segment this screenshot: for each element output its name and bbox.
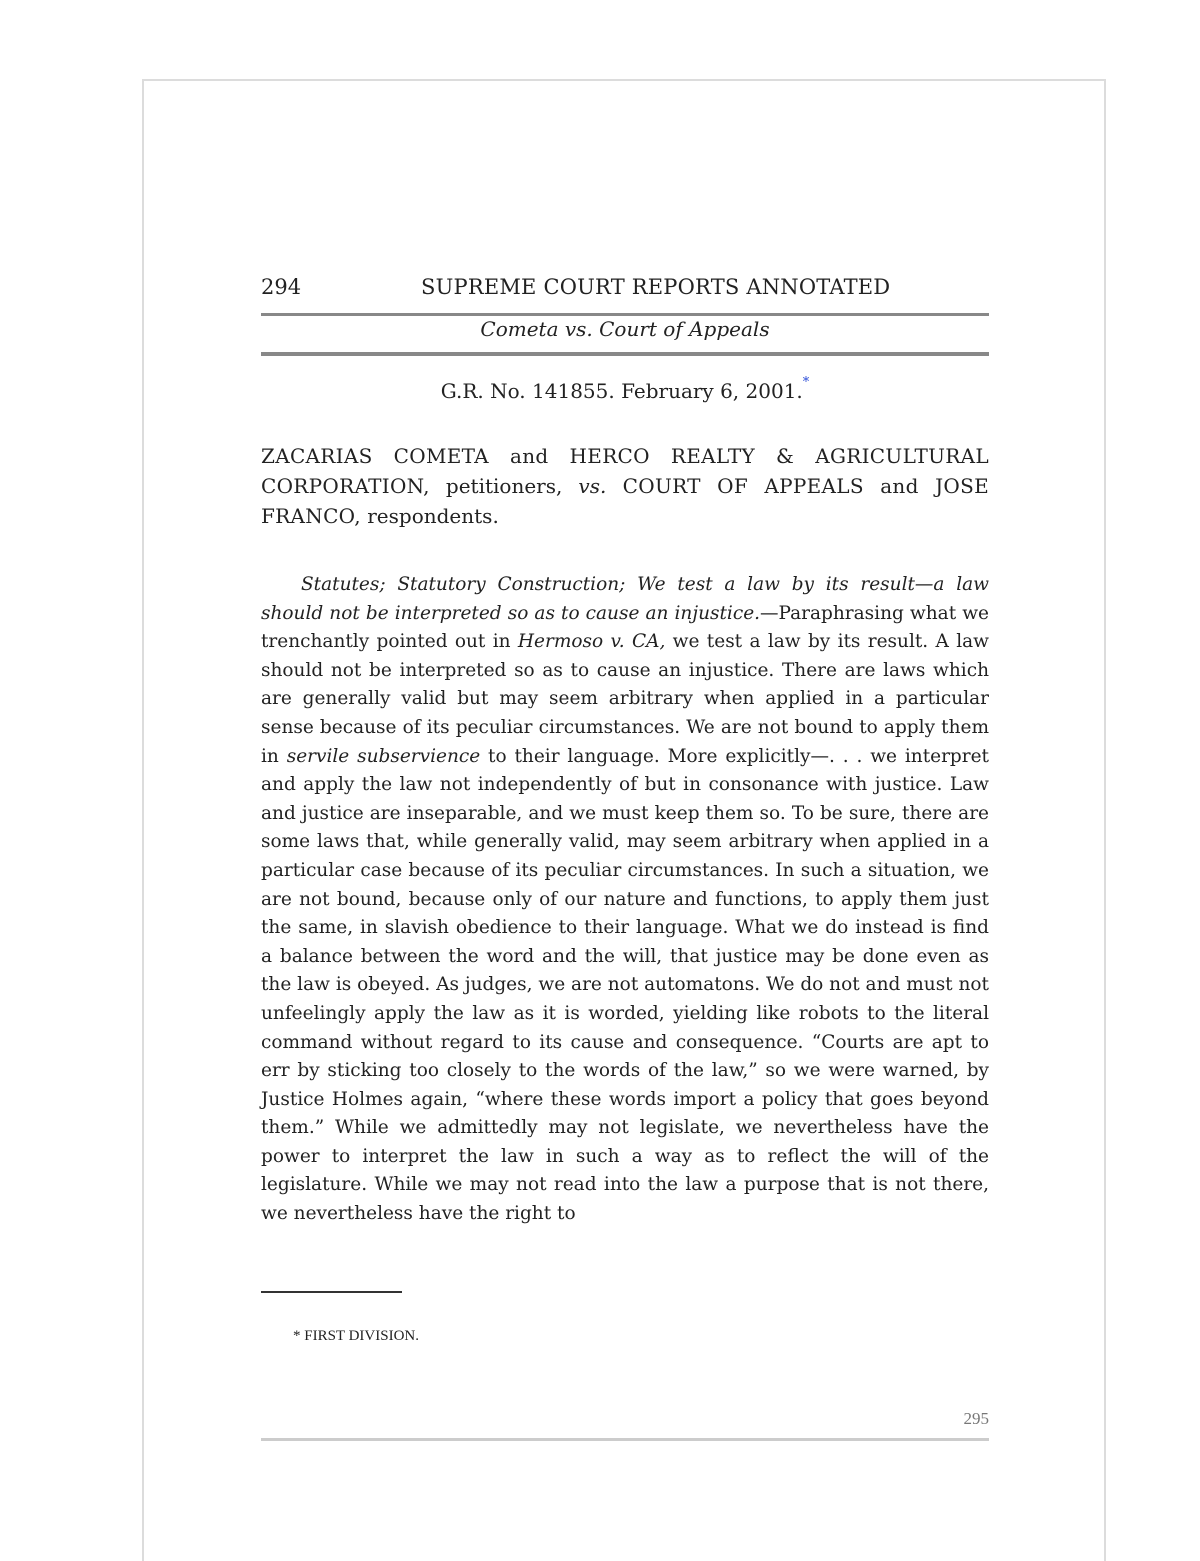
- footnote: * FIRST DIVISION.: [293, 1328, 419, 1344]
- header-rule-bottom: [261, 352, 989, 356]
- petitioners-label: petitioners,: [429, 474, 579, 498]
- versus-label: vs.: [578, 474, 607, 498]
- respondents-names: COURT OF APPEALS and JOSE FRANCO,: [261, 474, 989, 528]
- document-page: [142, 79, 1106, 1561]
- footnote-separator: [261, 1291, 402, 1293]
- syllabus-text-3: to their language. More explicitly—. . . we interpret and apply the law not independently of but in consonance with justice. Law and justice are inseparable, and we must keep them so. To be sure, there are some laws that, while generally valid, may seem arbitrary when applied in a particular case because of its peculiar circumstances. In such a situation, we are not bound, because only of our nature and functions, to apply them just the same, in slavish obedience to their language. What we do instead is find a balance between the word and the will, that justice may be done even as the law is obeyed. As judges, we are not automatons. We do not and must not unfeelingly apply the law as it is worded, yielding like robots to the literal command without regard to its cause and consequence. “Courts are apt to err by sticking too closely to the words of the law,” so we were warned, by Justice Holmes again, “where these words import a policy that goes beyond them.” While we admittedly may not legislate, we nevertheless have the power to interpret the law in such a way as to reflect the will of the legislature. While we may not read into the law a purpose that is not there, we nevertheless have the right to: [261, 745, 989, 1225]
- syllabus-text-1: —Paraphrasing what we trenchantly pointed out in: [261, 602, 989, 653]
- respondents-label: respondents.: [360, 504, 499, 528]
- syllabus-paragraph: [261, 571, 989, 1229]
- next-page-number: 295: [963, 1409, 989, 1428]
- page-number: 294: [261, 275, 302, 299]
- case-short-title: Cometa vs. Court of Appeals: [480, 317, 770, 341]
- header-rule-top: [261, 313, 989, 316]
- italic-phrase: servile subservience: [286, 745, 481, 767]
- syllabus-headnote: Statutes; Statutory Construction; We test a law by its result—a law should not be interpreted so as to cause an injustice.: [261, 574, 989, 624]
- report-title: SUPREME COURT REPORTS ANNOTATED: [421, 275, 891, 299]
- case-parties: [261, 441, 989, 531]
- petitioners-names: ZACARIAS COMETA and HERCO REALTY & AGRICULTURAL CORPORATION,: [261, 444, 989, 498]
- gr-number-line: [261, 375, 989, 403]
- syllabus-text-2: we test a law by its result. A law should not be interpreted so as to cause an injustice. There are laws which are generally valid but may seem arbitrary when applied in a particular sense because of its peculiar circumstances. We are not bound to apply them in: [261, 631, 990, 767]
- footnote-link[interactable]: *: [802, 375, 810, 391]
- page-break-rule: [261, 1438, 989, 1441]
- gr-number-text: G.R. No. 141855. February 6, 2001.: [440, 379, 803, 403]
- case-reference: Hermoso v. CA,: [517, 631, 666, 653]
- running-head: [261, 275, 989, 305]
